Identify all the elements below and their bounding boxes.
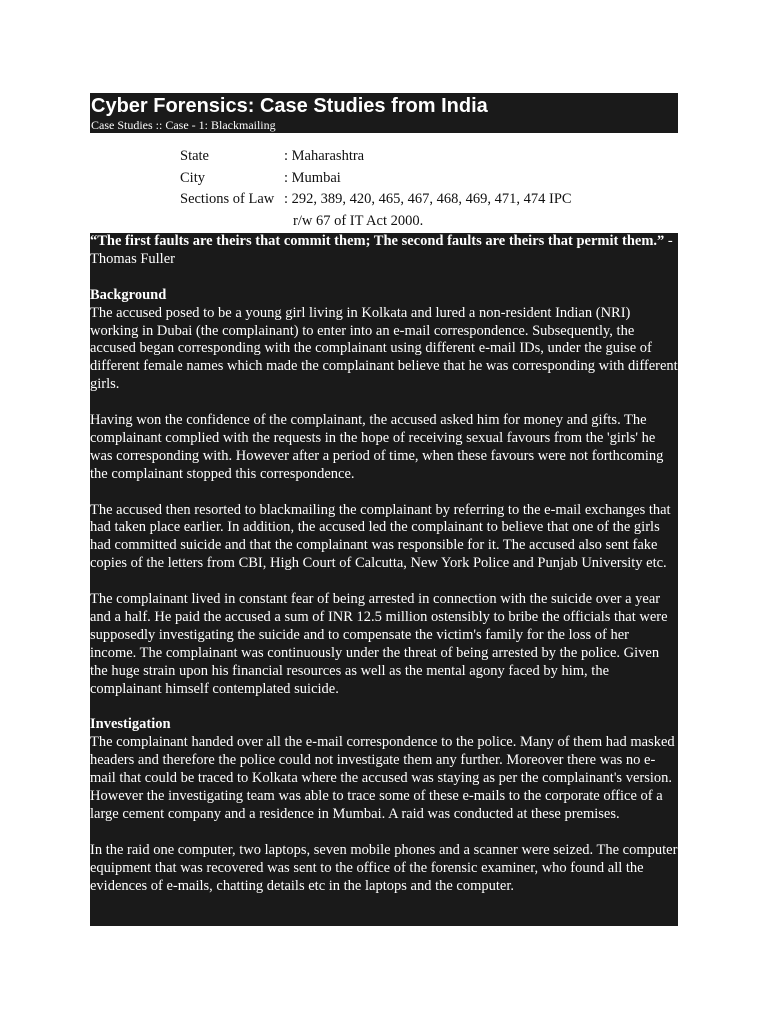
background-heading: Background [90,286,167,303]
fact-row [180,211,572,233]
fact-value: : Maharashtra [284,148,365,164]
fact-row [180,146,572,168]
title-banner [90,93,678,133]
epigraph [90,233,678,269]
quote-text: “The first faults are theirs that commit them; The second faults are theirs that permit them.” [90,233,665,249]
fact-label: Sections of Law [180,191,275,208]
fact-value: r/w 67 of IT Act 2000. [293,213,424,230]
background-paragraph: The accused posed to be a young girl living in Kolkata and lured a non-resident Indian (NRI) working in Dubai (the complainant) to enter into an e-mail correspondence. Subsequently, the accused began corresponding with the complainant using different e-mail IDs, under the guise of different female names which made the complainant believe that he was corresponding with different girls. [90,304,678,393]
case-facts [180,146,572,233]
breadcrumb: Case Studies :: Case - 1: Blackmailing [91,118,276,132]
fact-label: City [180,169,205,186]
fact-value: : 292, 389, 420, 465, 467, 468, 469, 471, 474 IPC [284,191,572,208]
background-section [90,287,678,699]
quote-author: - Thomas Fuller [90,233,673,267]
fact-row [180,168,572,190]
page-title: Cyber Forensics: Case Studies from India [91,95,488,117]
investigation-paragraph: In the raid one computer, two laptops, seven mobile phones and a scanner were seized. The computer equipment that was recovered was sent to the office of the forensic examiner, who found all the evidences of e-mails, chatting details etc in the laptops and the computer. [90,841,678,894]
investigation-paragraph: The complainant handed over all the e-mail correspondence to the police. Many of them had masked headers and therefore the police could not investigate them any further. Moreover there was no e-mail that could be traced to Kolkata where the accused was staying as per the complainant's version. However the investigating team was able to trace some of these e-mails to the corporate office of a large cement company and a residence in Mumbai. A raid was conducted at these premises. [90,734,675,822]
background-paragraph: The accused then resorted to blackmailing the complainant by referring to the e-mail exchanges that had taken place earlier. In addition, the accused led the complainant to believe that one of the girls had committed suicide and that the complainant was responsible for it. The accused also sent fake copies of the letters from CBI, High Court of Calcutta, New York Police and Punjab University etc. [90,501,671,572]
background-paragraph: The complainant lived in constant fear of being arrested in connection with the suicide over a year and a half. He paid the accused a sum of INR 12.5 million ostensibly to bribe the officials that were supposedly investigating the suicide and to compensate the victim's family for the loss of her income. The complainant was continuously under the threat of being arrested by the police. Given the huge strain upon his financial resources as well as the mental agony faced by him, the complainant himself contemplated suicide. [90,591,668,697]
investigation-heading: Investigation [90,716,171,733]
fact-row [180,189,572,211]
background-paragraph: Having won the confidence of the complainant, the accused asked him for money and gifts. The complainant complied with the requests in the hope of receiving sexual favours from the 'girls' he was corresponding with. However after a period of time, when these favours were not forthcoming the complainant stopped this correspondence. [90,412,664,482]
fact-value: : Mumbai [284,169,341,186]
case-facts-table [180,146,572,233]
case-body [90,233,678,926]
investigation-section [90,716,678,895]
fact-label [180,211,284,233]
fact-label: State [180,148,209,164]
